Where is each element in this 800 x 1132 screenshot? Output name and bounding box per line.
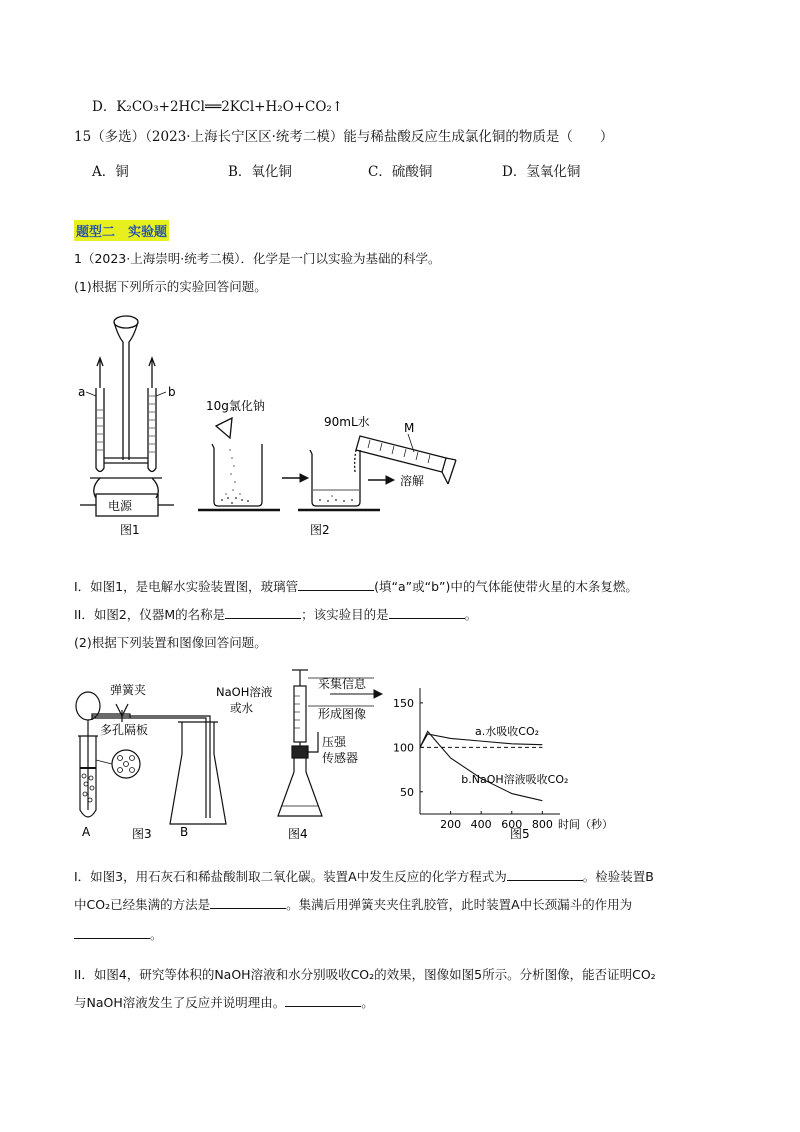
fig5-line-chart xyxy=(393,688,613,831)
fig3-label-b: B xyxy=(180,825,189,839)
fig2-water-beaker xyxy=(298,450,380,510)
section-title: 题型二 实验题 xyxy=(74,220,169,241)
fig2-salt-particles xyxy=(221,449,249,504)
fig2-salt-label: 10g氯化钠 xyxy=(206,399,265,413)
fig1-caption: 图1 xyxy=(120,523,140,537)
figures-1-2 xyxy=(70,300,470,550)
fig3-caption: 图3 xyxy=(132,827,152,841)
answer-blank-3[interactable] xyxy=(389,606,465,619)
q1-i2-line-1: I．如图3，用石灰石和稀盐酸制取二氧化碳。装置A中发生反应的化学方程式为 。检验装置B xyxy=(74,869,654,884)
q1-i2-line-3: 。 xyxy=(74,926,163,944)
series-label-b: b.NaOH溶液吸收CO₂ xyxy=(461,772,569,786)
fig2-water-label: 90mL水 xyxy=(324,415,370,429)
x-tick-label: 600 xyxy=(501,818,523,831)
fig2-dissolve-arrow-icon xyxy=(368,476,394,484)
answer-blank-2[interactable] xyxy=(225,606,301,619)
series-line-b xyxy=(420,731,542,800)
answer-blank-6[interactable] xyxy=(74,926,150,939)
q15-option-d[interactable]: D．氢氧化铜 xyxy=(502,164,581,180)
fig4-sensor-label-2: 传感器 xyxy=(322,751,359,765)
fig1-label-a: a xyxy=(78,385,86,399)
fig2-beaker-particles xyxy=(319,495,353,502)
q1-ii2-line-2: 与NaOH溶液发生了反应并说明理由。 。 xyxy=(74,995,374,1010)
answer-blank-4[interactable] xyxy=(507,868,583,881)
q1-i2-line-2: 中CO₂已经集满的方法是 。集满后用弹簧夹夹住乳胶管，此时装置A中长颈漏斗的作用为 xyxy=(74,897,633,912)
x-axis-label: 时间（秒） xyxy=(558,818,613,831)
fig1-label-b: b xyxy=(168,385,176,399)
fig4-caption: 图4 xyxy=(288,827,308,841)
q1-ii1-line: II．如图2，仪器M的名称是 ；该实验目的是 。 xyxy=(74,607,478,622)
fig4-collect-label: 采集信息 xyxy=(318,677,367,691)
q1-part2: (2)根据下列装置和图像回答问题。 xyxy=(74,635,267,650)
fig2-dissolve-label: 溶解 xyxy=(400,474,425,488)
figures-3-4-5 xyxy=(70,660,650,850)
q15-stem: 15（多选）（2023·上海长宁区区·统考二模）能与稀盐酸反应生成氯化铜的物质是（ ） xyxy=(74,129,614,145)
fig3-plate-label: 多孔隔板 xyxy=(100,723,149,737)
y-tick-label: 50 xyxy=(400,785,414,799)
fig4-sensor-label-1: 压强 xyxy=(322,735,347,749)
y-tick-label: 150 xyxy=(393,696,414,710)
fig1-power-label: 电源 xyxy=(108,499,133,513)
fig3-clip-label: 弹簧夹 xyxy=(110,683,147,697)
fig1-electrolysis-apparatus xyxy=(80,316,174,516)
answer-blank-1[interactable] xyxy=(298,578,374,591)
x-tick-label: 400 xyxy=(470,818,492,831)
q1-part1: (1)根据下列所示的实验回答问题。 xyxy=(74,279,267,294)
fig4-form-label: 形成图像 xyxy=(318,707,367,721)
q1-stem: 1（2023·上海崇明·统考二模）．化学是一门以实验为基础的科学。 xyxy=(74,251,441,266)
fig4-right-arrow-icon xyxy=(330,690,382,698)
fig2-arrow-icon xyxy=(282,474,308,482)
fig4-liquid-label-1: NaOH溶液 xyxy=(216,685,273,699)
fig3-label-a: A xyxy=(82,825,91,839)
fig5-caption: 图5 xyxy=(510,827,530,841)
q1-ii2-line-1: II．如图4，研究等体积的NaOH溶液和水分别吸收CO₂的效果，图像如图5所示。分析图像，能否证明CO₂ xyxy=(74,967,656,982)
x-tick-label: 200 xyxy=(440,818,462,831)
fig2-caption: 图2 xyxy=(310,523,330,537)
series-label-a: a.水吸收CO₂ xyxy=(475,724,540,738)
y-tick-label: 100 xyxy=(393,741,414,755)
x-tick-label: 800 xyxy=(531,818,553,831)
q15-option-c[interactable]: C．硫酸铜 xyxy=(368,164,433,180)
answer-blank-5[interactable] xyxy=(210,896,286,909)
fig2-m-label: M xyxy=(404,421,415,435)
fig2-salt-beaker xyxy=(198,418,280,510)
q15-option-b[interactable]: B．氧化铜 xyxy=(228,164,292,180)
fig4-liquid-label-2: 或水 xyxy=(230,701,253,715)
fig3-plate-holes xyxy=(118,756,135,773)
q1-i1-line: I．如图1，是电解水实验装置图，玻璃管 (填“a”或“b”)中的气体能使带火星的木条复燃。 xyxy=(74,579,638,594)
fig3-co2-apparatus xyxy=(76,692,226,824)
q14-option-d: D．K₂CO₃+2HCl══2KCl+H₂O+CO₂↑ xyxy=(92,99,344,115)
answer-blank-7[interactable] xyxy=(285,994,361,1007)
q15-option-a[interactable]: A．铜 xyxy=(92,164,129,180)
